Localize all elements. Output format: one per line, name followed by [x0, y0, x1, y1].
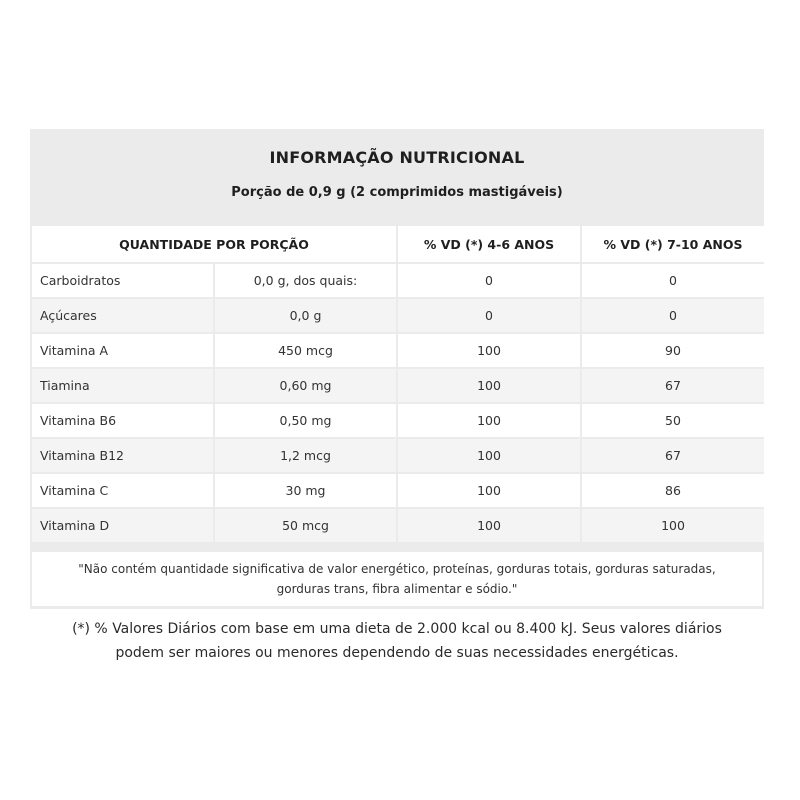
- vd-4-6-value: 100: [398, 369, 580, 402]
- vd-4-6-value: 0: [398, 299, 580, 332]
- daily-values-footnote: [0, 617, 794, 665]
- nutrient-amount: 0,60 mg: [215, 369, 396, 402]
- nutrient-name: Vitamina B12: [32, 439, 213, 472]
- nutrient-amount: 1,2 mcg: [215, 439, 396, 472]
- vd-7-10-value: 90: [582, 334, 764, 367]
- nutrient-amount: 0,0 g, dos quais:: [215, 264, 396, 297]
- nutrient-amount: 30 mg: [215, 474, 396, 507]
- vd-4-6-value: 100: [398, 509, 580, 542]
- table-row: [32, 334, 764, 367]
- nutrient-amount: 50 mcg: [215, 509, 396, 542]
- footnote-line-1: (*) % Valores Diários com base em uma dieta de 2.000 kcal ou 8.400 kJ. Seus valores diários: [72, 621, 722, 637]
- vd-7-10-value: 0: [582, 264, 764, 297]
- table-row: [32, 264, 764, 297]
- column-header-vd-4-6: % VD (*) 4-6 ANOS: [398, 226, 580, 262]
- vd-7-10-value: 0: [582, 299, 764, 332]
- table-header-row: [32, 226, 764, 262]
- vd-7-10-value: 100: [582, 509, 764, 542]
- nutrient-amount: 450 mcg: [215, 334, 396, 367]
- portion-size: Porção de 0,9 g (2 comprimidos mastigáveis): [231, 185, 563, 200]
- vd-7-10-value: 67: [582, 439, 764, 472]
- nutrient-name: Vitamina D: [32, 509, 213, 542]
- table-row: [32, 404, 764, 437]
- table-row: [32, 439, 764, 472]
- vd-4-6-value: 0: [398, 264, 580, 297]
- footnote-line-2: podem ser maiores ou menores dependendo de suas necessidades energéticas.: [115, 645, 679, 661]
- nutrient-amount: 0,0 g: [215, 299, 396, 332]
- table-note: [32, 552, 762, 606]
- vd-7-10-value: 50: [582, 404, 764, 437]
- table-row: [32, 299, 764, 332]
- nutrient-name: Tiamina: [32, 369, 213, 402]
- table-row: [32, 369, 764, 402]
- vd-4-6-value: 100: [398, 439, 580, 472]
- column-header-vd-7-10: % VD (*) 7-10 ANOS: [582, 226, 764, 262]
- column-header-quantity: QUANTIDADE POR PORÇÃO: [32, 226, 396, 262]
- vd-4-6-value: 100: [398, 404, 580, 437]
- table-note-line-2: gorduras trans, fibra alimentar e sódio.": [276, 582, 518, 596]
- table-note-line-1: "Não contém quantidade significativa de valor energético, proteínas, gorduras totais, gorduras saturadas,: [78, 562, 716, 576]
- nutrient-name: Açúcares: [32, 299, 213, 332]
- nutrient-name: Vitamina A: [32, 334, 213, 367]
- nutrient-name: Vitamina C: [32, 474, 213, 507]
- nutrition-table: [30, 224, 766, 544]
- nutrient-name: Vitamina B6: [32, 404, 213, 437]
- vd-4-6-value: 100: [398, 334, 580, 367]
- nutrition-title: INFORMAÇÃO NUTRICIONAL: [269, 148, 525, 167]
- vd-7-10-value: 86: [582, 474, 764, 507]
- nutrient-amount: 0,50 mg: [215, 404, 396, 437]
- table-row: [32, 474, 764, 507]
- nutrient-name: Carboidratos: [32, 264, 213, 297]
- table-row: [32, 509, 764, 542]
- vd-7-10-value: 67: [582, 369, 764, 402]
- vd-4-6-value: 100: [398, 474, 580, 507]
